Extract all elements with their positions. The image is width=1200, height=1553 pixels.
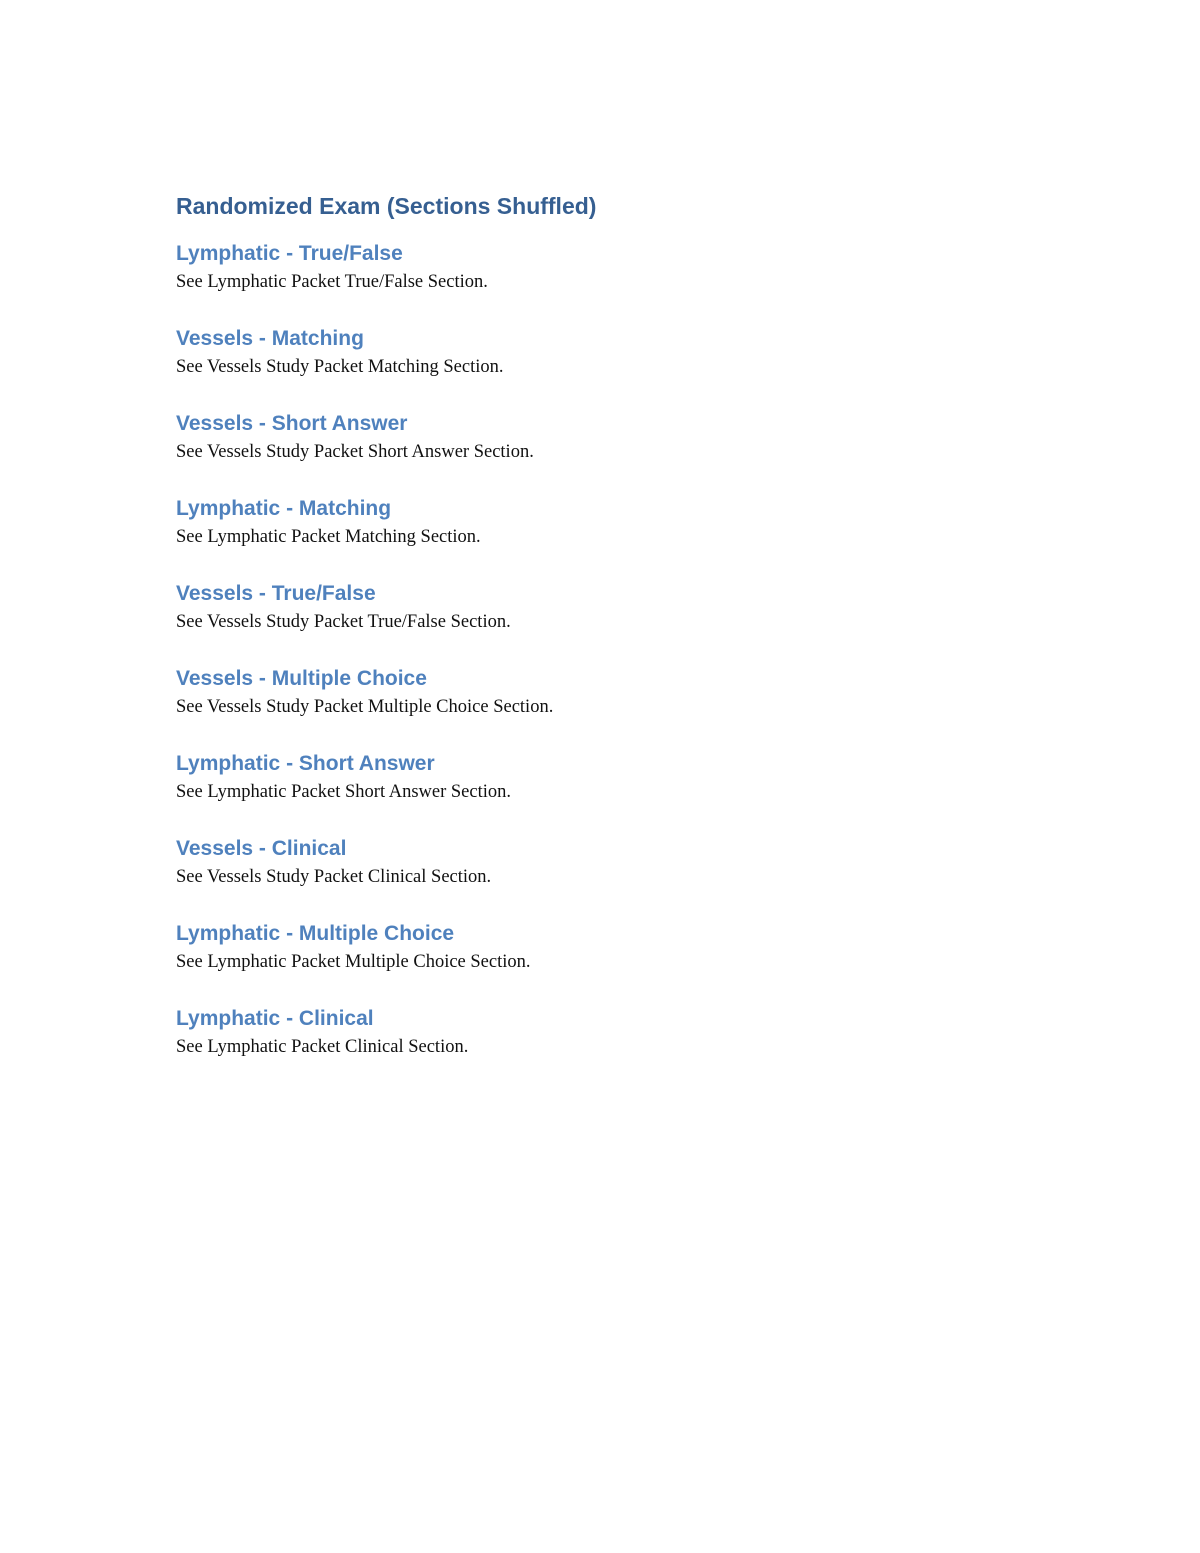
section-heading: Lymphatic - Short Answer (176, 752, 435, 775)
document-title: Randomized Exam (Sections Shuffled) (176, 193, 597, 219)
exam-section (176, 324, 1026, 380)
exam-section (176, 1004, 1026, 1060)
section-body: See Vessels Study Packet Clinical Section. (176, 867, 492, 887)
section-body: See Lymphatic Packet Short Answer Section. (176, 782, 511, 802)
section-body: See Vessels Study Packet Short Answer Section. (176, 442, 534, 462)
section-body: See Lymphatic Packet Matching Section. (176, 527, 481, 547)
section-body: See Lymphatic Packet Multiple Choice Section. (176, 952, 531, 972)
exam-section (176, 239, 1026, 295)
section-body: See Vessels Study Packet True/False Section. (176, 612, 511, 632)
section-heading: Vessels - Multiple Choice (176, 667, 427, 690)
section-heading: Lymphatic - Matching (176, 497, 392, 520)
exam-section (176, 749, 1026, 805)
exam-section (176, 579, 1026, 635)
exam-section (176, 664, 1026, 720)
exam-section (176, 919, 1026, 975)
section-heading: Vessels - Clinical (176, 837, 347, 860)
document-content (176, 190, 1026, 1089)
section-body: See Lymphatic Packet Clinical Section. (176, 1037, 469, 1057)
section-heading: Lymphatic - True/False (176, 242, 403, 265)
section-heading: Vessels - Matching (176, 327, 364, 350)
exam-section (176, 494, 1026, 550)
exam-section (176, 409, 1026, 465)
section-heading: Lymphatic - Clinical (176, 1007, 374, 1030)
section-body: See Lymphatic Packet True/False Section. (176, 272, 488, 292)
section-body: See Vessels Study Packet Multiple Choice Section. (176, 697, 554, 717)
section-body: See Vessels Study Packet Matching Section. (176, 357, 504, 377)
section-heading: Lymphatic - Multiple Choice (176, 922, 455, 945)
section-heading: Vessels - True/False (176, 582, 376, 605)
section-heading: Vessels - Short Answer (176, 412, 408, 435)
exam-section (176, 834, 1026, 890)
